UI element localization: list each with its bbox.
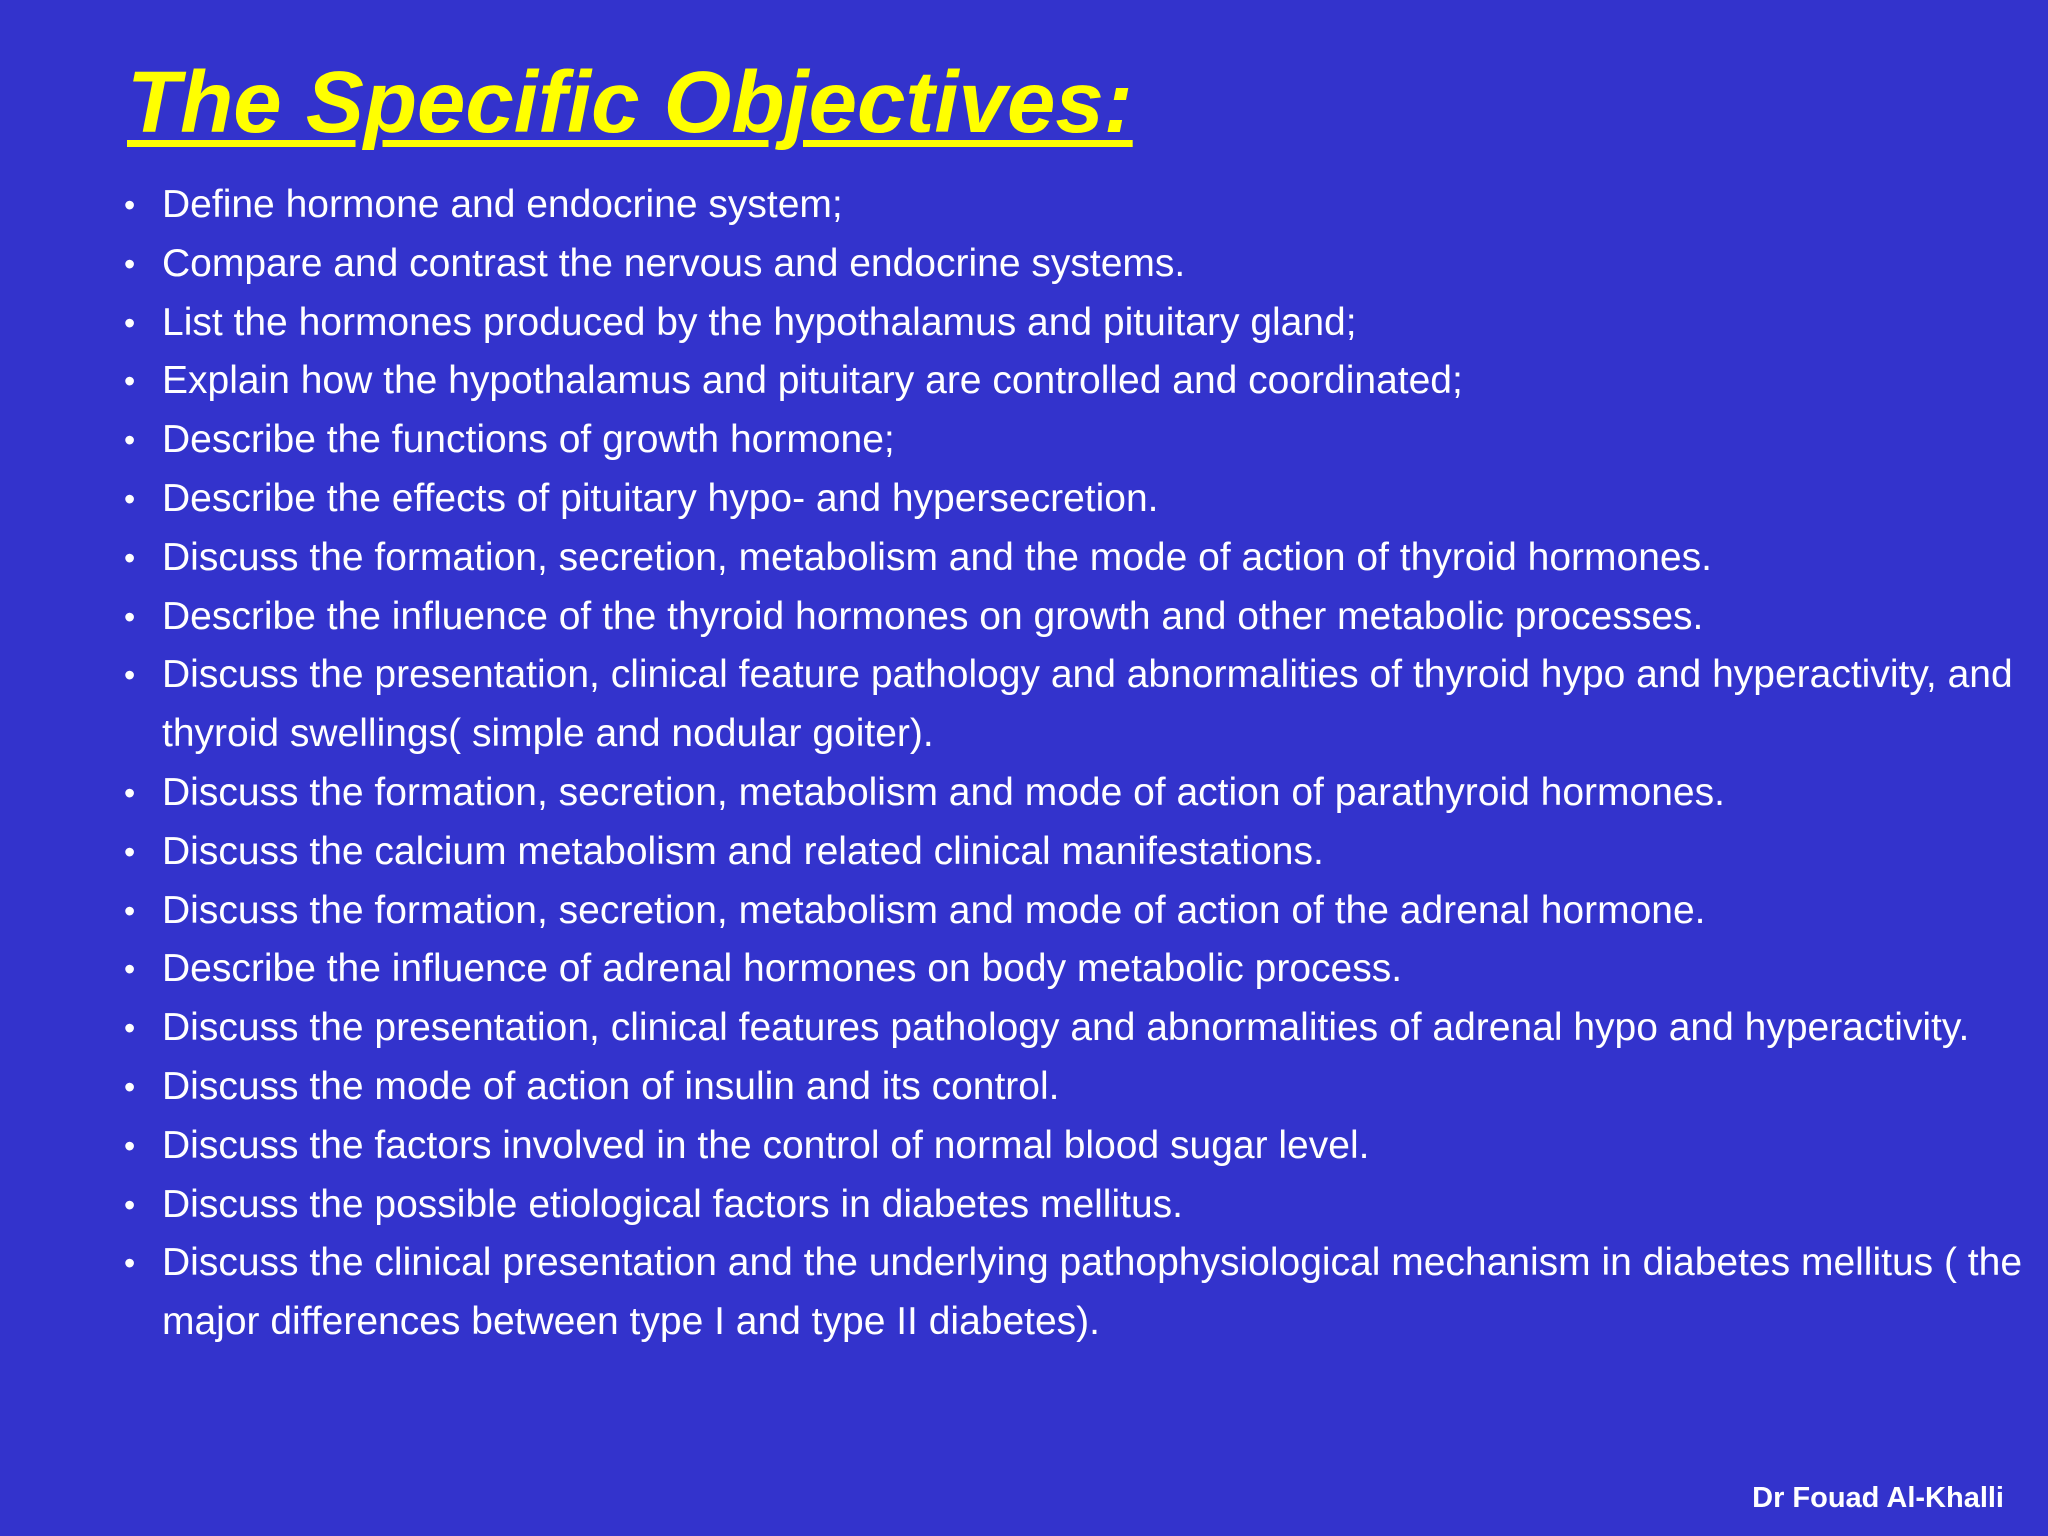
list-item xyxy=(124,1117,2024,1176)
objective-text: Describe the functions of growth hormone; xyxy=(162,418,895,462)
bullet-icon: • xyxy=(124,304,136,341)
bullet-icon: • xyxy=(124,363,136,400)
author-credit: Dr Fouad Al-Khalli xyxy=(1752,1482,2004,1514)
list-item xyxy=(124,823,2024,882)
list-item xyxy=(124,352,2024,411)
list-item xyxy=(124,411,2024,470)
list-item xyxy=(124,646,2024,764)
bullet-icon: • xyxy=(124,245,136,282)
objective-text: Discuss the presentation, clinical feature pathology and abnormalities of thyroid hypo and hyperactivity, and thyroid swellings( simple and nodular goiter). xyxy=(162,653,2013,756)
objective-text: Describe the influence of the thyroid hormones on growth and other metabolic processes. xyxy=(162,594,1704,638)
objective-text: Discuss the formation, secretion, metabolism and mode of action of the adrenal hormone. xyxy=(162,888,1706,932)
bullet-icon: • xyxy=(124,951,136,988)
objective-text: Describe the effects of pituitary hypo- and hypersecretion. xyxy=(162,476,1159,520)
bullet-icon: • xyxy=(124,598,136,635)
list-item xyxy=(124,235,2024,294)
bullet-icon: • xyxy=(124,1010,136,1047)
objective-text: Discuss the factors involved in the control of normal blood sugar level. xyxy=(162,1123,1370,1167)
bullet-icon: • xyxy=(124,539,136,576)
list-item xyxy=(124,294,2024,353)
list-item xyxy=(124,764,2024,823)
objective-text: Describe the influence of adrenal hormones on body metabolic process. xyxy=(162,947,1403,991)
bullet-icon: • xyxy=(124,422,136,459)
objective-text: Compare and contrast the nervous and endocrine systems. xyxy=(162,241,1186,285)
list-item xyxy=(124,1234,2024,1352)
bullet-icon: • xyxy=(124,892,136,929)
objectives-list xyxy=(124,176,2024,1352)
objective-text: Discuss the formation, secretion, metabolism and mode of action of parathyroid hormones. xyxy=(162,770,1725,814)
list-item xyxy=(124,940,2024,999)
objective-text: Discuss the clinical presentation and the underlying pathophysiological mechanism in diabetes mellitus ( the major differences between type I and type II diabetes). xyxy=(162,1241,2023,1344)
objective-text: Discuss the formation, secretion, metabolism and the mode of action of thyroid hormones. xyxy=(162,535,1712,579)
bullet-icon: • xyxy=(124,774,136,811)
bullet-icon: • xyxy=(124,187,136,223)
bullet-icon: • xyxy=(124,1186,136,1223)
objective-text: List the hormones produced by the hypothalamus and pituitary gland; xyxy=(162,300,1357,344)
list-item xyxy=(124,176,2024,235)
bullet-icon: • xyxy=(124,833,136,870)
list-item xyxy=(124,1176,2024,1235)
list-item xyxy=(124,882,2024,941)
list-item xyxy=(124,470,2024,529)
objective-text: Discuss the possible etiological factors in diabetes mellitus. xyxy=(162,1182,1183,1226)
objective-text: Discuss the calcium metabolism and related clinical manifestations. xyxy=(162,829,1324,873)
bullet-icon: • xyxy=(124,480,136,517)
bullet-icon: • xyxy=(124,657,136,694)
list-item xyxy=(124,529,2024,588)
bullet-icon: • xyxy=(124,1127,136,1164)
slide-title: The Specific Objectives: xyxy=(127,54,1133,151)
bullet-icon: • xyxy=(124,1245,136,1282)
objective-text: Discuss the presentation, clinical features pathology and abnormalities of adrenal hypo and hyperactivity. xyxy=(162,1006,1970,1050)
objective-text: Discuss the mode of action of insulin and its control. xyxy=(162,1064,1060,1108)
list-item xyxy=(124,588,2024,647)
list-item xyxy=(124,1058,2024,1117)
list-item xyxy=(124,999,2024,1058)
objective-text: Explain how the hypothalamus and pituitary are controlled and coordinated; xyxy=(162,359,1463,403)
bullet-icon: • xyxy=(124,1068,136,1105)
objective-text: Define hormone and endocrine system; xyxy=(162,183,843,226)
